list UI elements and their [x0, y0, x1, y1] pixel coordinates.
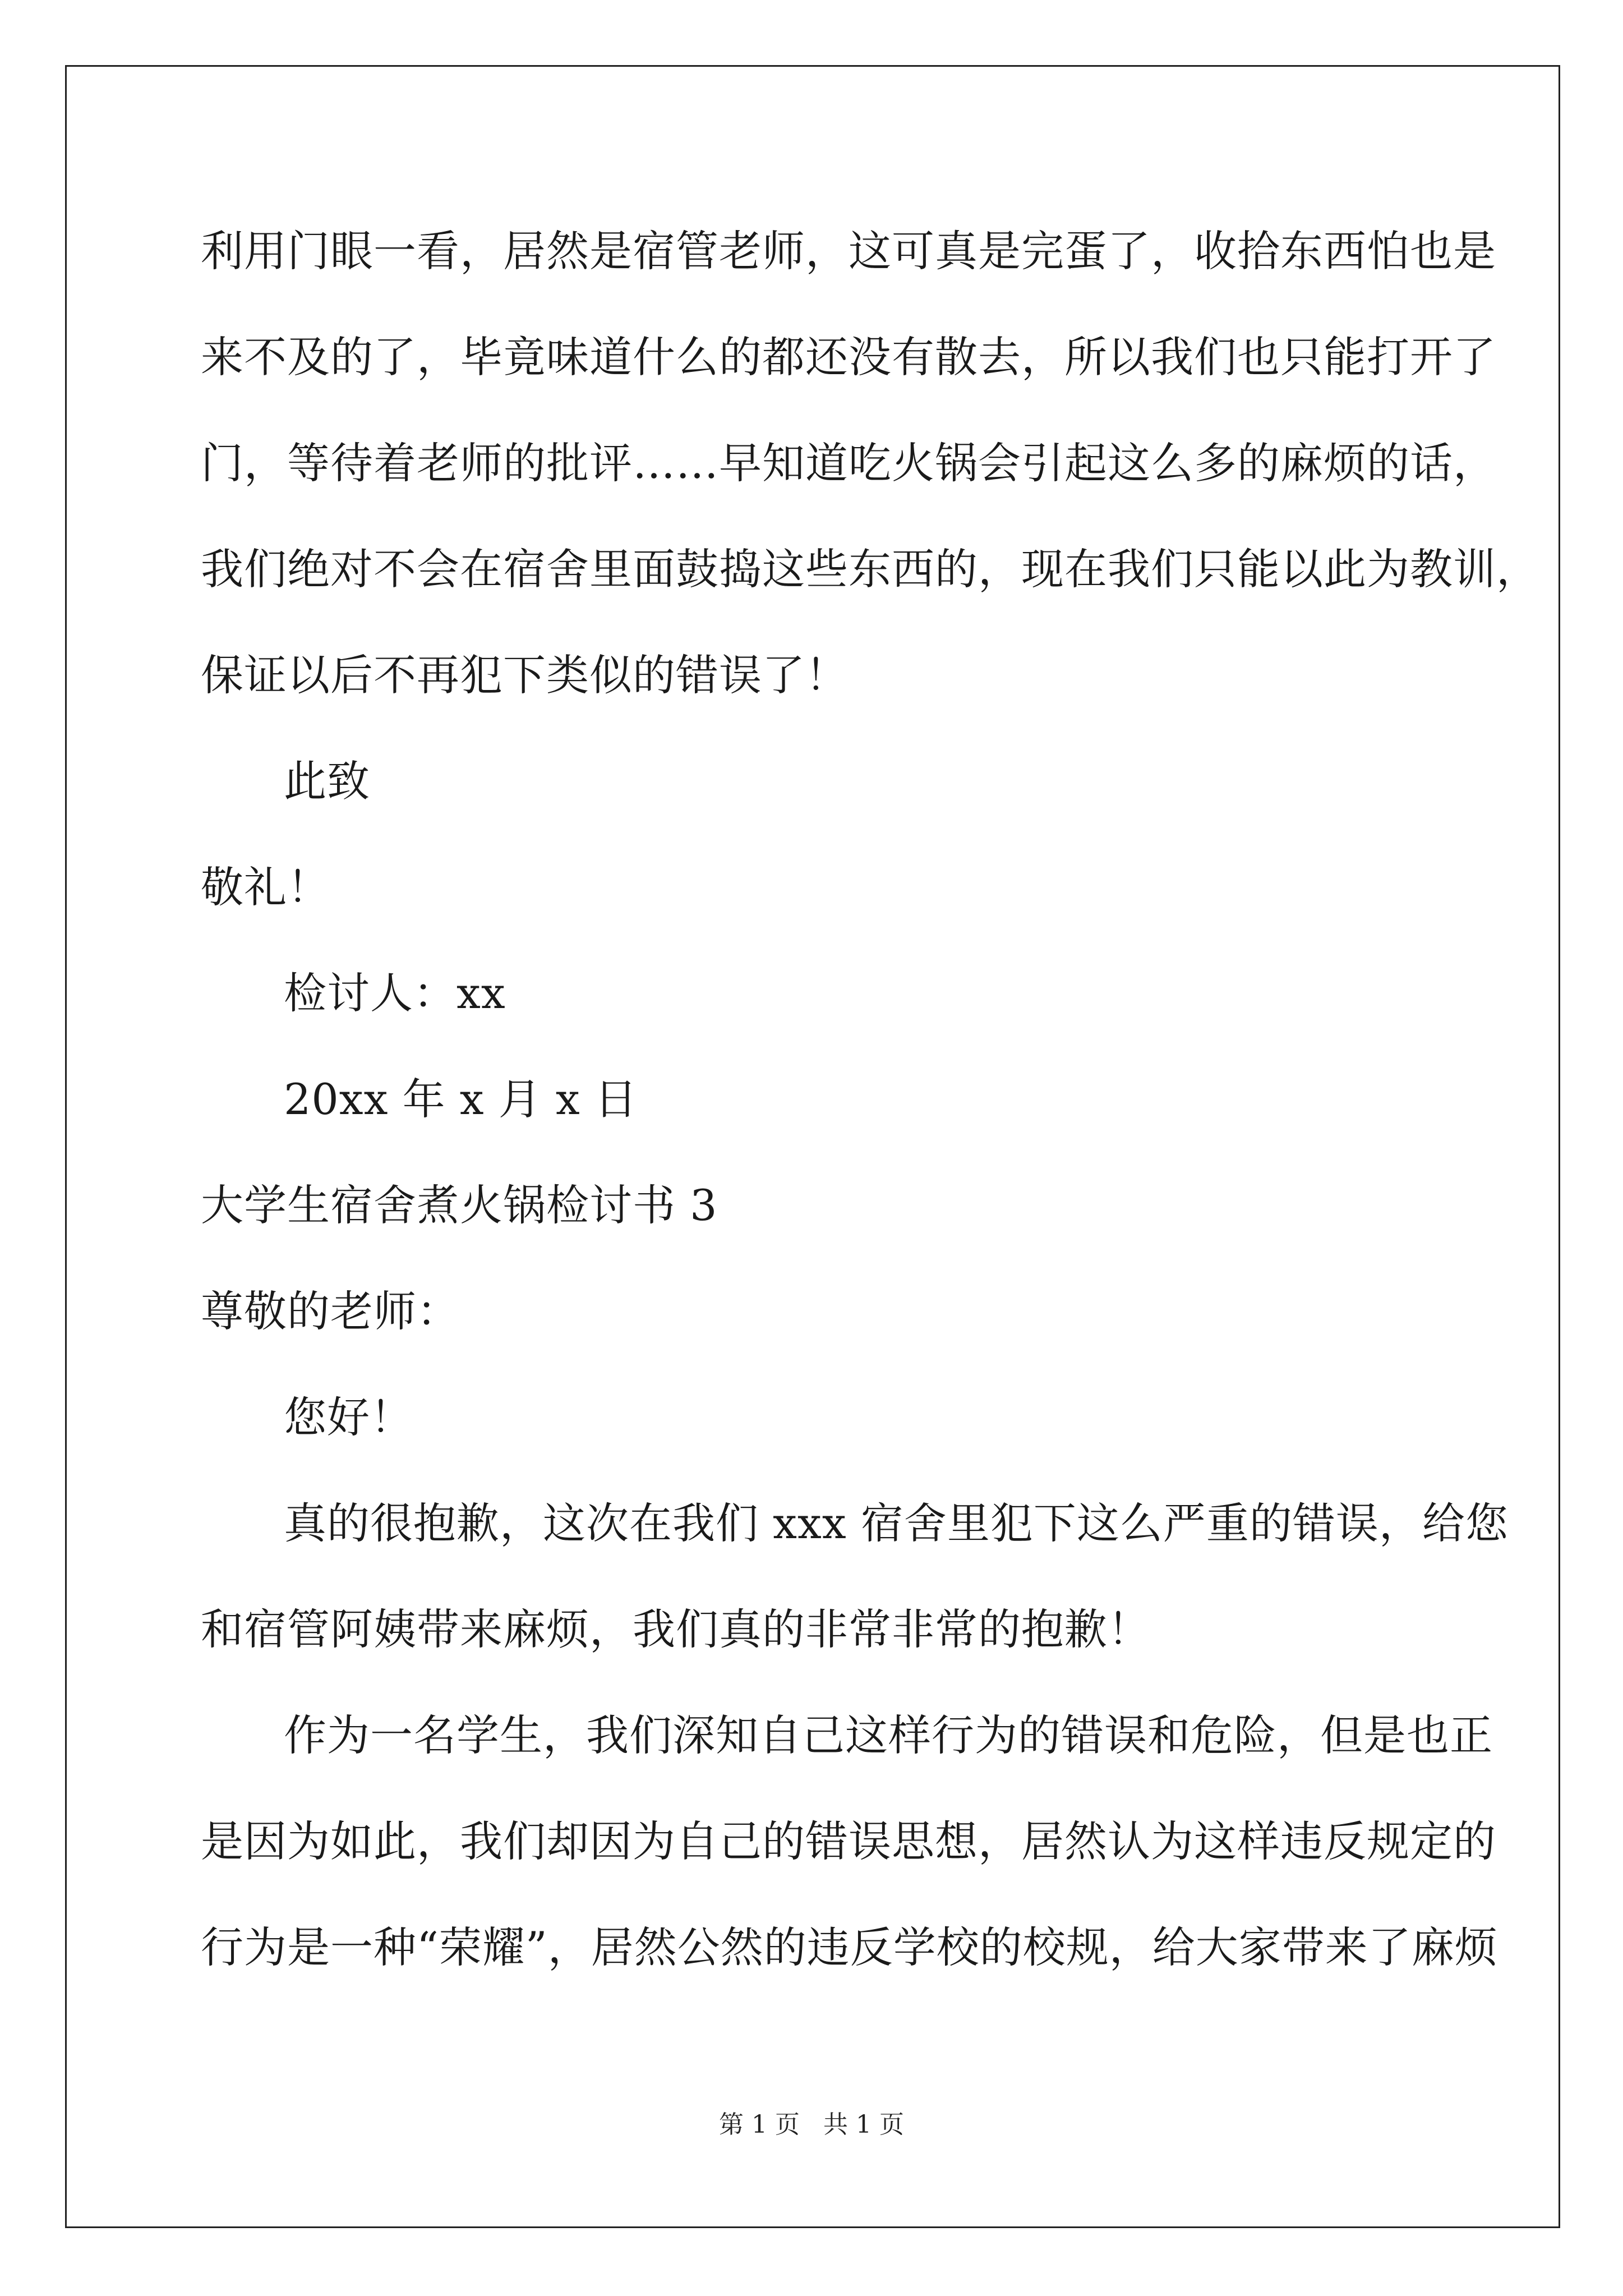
paragraph-line: 我们绝对不会在宿舍里面鼓捣这些东西的，现在我们只能以此为教训， — [201, 544, 1539, 594]
signature-author: 检讨人：xx — [284, 968, 506, 1018]
page-number-footer: 第 1 页 共 1 页 — [719, 2110, 904, 2139]
paragraph-line: 门，等待着老师的批评……早知道吃火锅会引起这么多的麻烦的话， — [201, 438, 1496, 488]
paragraph-line: 行为是一种“荣耀”，居然公然的违反学校的校规，给大家带来了麻烦 — [201, 1922, 1498, 1972]
paragraph-line: 真的很抱歉，这次在我们 xxx 宿舍里犯下这么严重的错误，给您 — [284, 1498, 1509, 1548]
closing-regards: 敬礼！ — [201, 862, 330, 912]
letter-greeting: 您好！ — [284, 1392, 413, 1442]
paragraph-line: 和宿管阿姨带来麻烦，我们真的非常非常的抱歉！ — [201, 1604, 1151, 1654]
paragraph-line: 作为一名学生，我们深知自己这样行为的错误和危险，但是也正 — [284, 1710, 1493, 1760]
paragraph-line: 利用门眼一看，居然是宿管老师，这可真是完蛋了，收拾东西怕也是 — [201, 226, 1496, 276]
signature-date: 20xx 年 x 月 x 日 — [284, 1074, 638, 1124]
section-title: 大学生宿舍煮火锅检讨书 3 — [201, 1180, 718, 1230]
paragraph-line: 是因为如此，我们却因为自己的错误思想，居然认为这样违反规定的 — [201, 1816, 1496, 1866]
paragraph-line: 保证以后不再犯下类似的错误了！ — [201, 650, 849, 700]
letter-addressee: 尊敬的老师： — [201, 1286, 460, 1336]
paragraph-line: 来不及的了，毕竟味道什么的都还没有散去，所以我们也只能打开了 — [201, 332, 1496, 382]
closing-salutation: 此致 — [284, 756, 370, 806]
